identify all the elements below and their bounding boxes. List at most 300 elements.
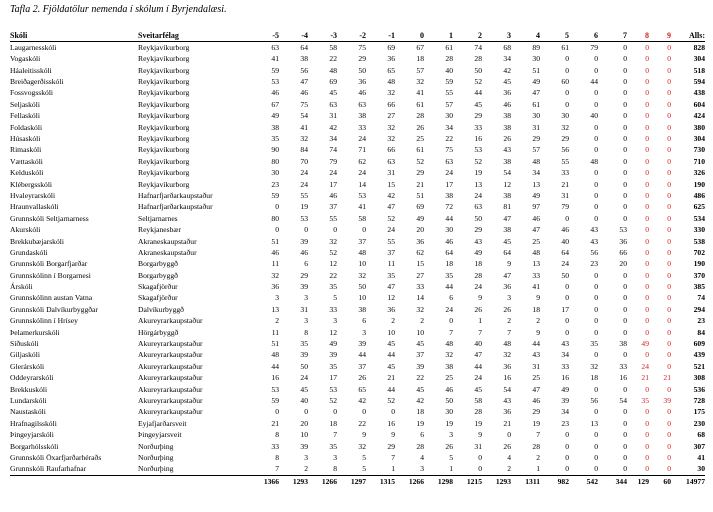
grade-count-cell: 81 [503, 202, 511, 212]
grade-count-cell: 0 [507, 430, 511, 440]
row-total-cell: 68 [697, 430, 705, 440]
grade-count-cell: 0 [623, 293, 627, 303]
grade-count-cell: 23 [271, 179, 279, 189]
grade-count-cell: 46 [445, 384, 453, 394]
grade-count-cell: 0 [645, 213, 649, 223]
grade-count-cell: 0 [275, 407, 279, 417]
grade-count-cell: 22 [358, 418, 366, 428]
grade-count-cell: 46 [445, 236, 453, 246]
school-name-cell: Grunnskóli Seltjarnarness [10, 213, 89, 223]
school-name-cell: Oddeyrarskóli [10, 373, 54, 383]
grade-count-cell: 0 [594, 384, 598, 394]
grade-count-cell: 31 [561, 190, 569, 200]
municipality-cell: Eyjafjarðarsveit [138, 418, 187, 428]
municipality-cell: Akureyrarkaupstaður [138, 407, 203, 417]
row-total-cell: 304 [693, 54, 705, 64]
grade-count-cell: 46 [503, 99, 511, 109]
grade-count-cell: 10 [300, 430, 308, 440]
grade-count-cell: 0 [667, 384, 671, 394]
grade-count-cell: 2 [507, 316, 511, 326]
grade-count-cell: 18 [416, 54, 424, 64]
grade-count-cell: 0 [594, 122, 598, 132]
grade-count-cell: 0 [645, 190, 649, 200]
column-header: 8 [627, 30, 649, 42]
grade-count-cell: 66 [387, 145, 395, 155]
school-name-cell: Hrafnagilsskóli [10, 418, 57, 428]
grade-count-cell: 45 [416, 384, 424, 394]
grade-count-cell: 36 [416, 236, 424, 246]
table-row [10, 315, 705, 326]
column-total-cell: 982 [540, 475, 569, 488]
grade-count-cell: 20 [300, 418, 308, 428]
grade-count-cell: 54 [503, 168, 511, 178]
row-total-cell: 439 [693, 350, 705, 360]
grade-count-cell: 55 [561, 156, 569, 166]
grade-count-cell: 41 [271, 54, 279, 64]
municipality-cell: Dalvíkurbyggð [138, 304, 184, 314]
municipality-cell: Reykjavíkurborg [138, 65, 190, 75]
grade-count-cell: 37 [416, 350, 424, 360]
grade-count-cell: 0 [623, 407, 627, 417]
column-total-cell: 1315 [366, 475, 395, 488]
grade-count-cell: 36 [271, 282, 279, 292]
grade-count-cell: 0 [623, 213, 627, 223]
row-total-cell: 23 [697, 316, 705, 326]
grade-count-cell: 39 [300, 441, 308, 451]
grade-count-cell: 0 [565, 88, 569, 98]
row-total-cell: 728 [693, 396, 705, 405]
grade-count-cell: 52 [416, 156, 424, 166]
grade-count-cell: 39 [663, 396, 671, 405]
grade-count-cell: 66 [619, 247, 627, 257]
row-total-cell: 84 [697, 327, 705, 337]
grade-count-cell: 0 [645, 42, 649, 52]
grade-count-cell: 3 [507, 293, 511, 303]
grade-count-cell: 47 [387, 202, 395, 212]
grade-count-cell: 24 [300, 179, 308, 189]
table-row [10, 53, 705, 64]
table-row [10, 88, 705, 99]
grade-count-cell: 6 [449, 293, 453, 303]
grade-count-cell: 58 [474, 396, 482, 405]
row-total-cell: 710 [693, 156, 705, 166]
column-total-cell: 1215 [453, 475, 482, 488]
table-row [10, 281, 705, 292]
school-name-cell: Grunnskólinn í Hrísey [10, 316, 78, 326]
grade-count-cell: 20 [619, 259, 627, 269]
grade-count-cell: 13 [532, 259, 540, 269]
grade-count-cell: 0 [594, 350, 598, 360]
row-total-cell: 294 [693, 304, 705, 314]
grade-count-cell: 74 [474, 42, 482, 52]
grade-count-cell: 53 [300, 213, 308, 223]
school-name-cell: Grunnskóli Borgarfjarðar [10, 259, 88, 269]
grade-count-cell: 40 [561, 236, 569, 246]
table-row [10, 99, 705, 110]
table-row [10, 350, 705, 361]
grade-count-cell: 44 [271, 361, 279, 371]
grade-count-cell: 48 [532, 247, 540, 257]
grade-count-cell: 84 [300, 145, 308, 155]
grade-count-cell: 21 [663, 373, 671, 383]
grade-count-cell: 0 [565, 282, 569, 292]
grade-count-cell: 59 [271, 65, 279, 75]
grade-count-cell: 0 [667, 156, 671, 166]
grade-count-cell: 3 [420, 464, 424, 474]
column-header: -4 [279, 30, 308, 42]
grade-count-cell: 79 [590, 42, 598, 52]
grade-count-cell: 24 [641, 361, 649, 371]
grade-count-cell: 0 [645, 430, 649, 440]
grade-count-cell: 0 [594, 168, 598, 178]
table-row [10, 145, 705, 156]
grade-count-cell: 32 [358, 270, 366, 280]
grade-count-cell: 33 [561, 361, 569, 371]
grade-count-cell: 0 [594, 270, 598, 280]
grade-count-cell: 28 [445, 54, 453, 64]
grade-count-cell: 10 [416, 327, 424, 337]
grade-count-cell: 55 [445, 88, 453, 98]
grade-count-cell: 22 [445, 134, 453, 144]
grade-count-cell: 0 [645, 282, 649, 292]
grade-count-cell: 16 [474, 134, 482, 144]
grade-count-cell: 0 [667, 134, 671, 144]
grade-count-cell: 36 [503, 88, 511, 98]
grade-count-cell: 45 [329, 88, 337, 98]
grade-count-cell: 41 [358, 202, 366, 212]
grade-count-cell: 0 [645, 236, 649, 246]
grade-count-cell: 34 [503, 54, 511, 64]
grade-count-cell: 63 [358, 99, 366, 109]
grade-count-cell: 0 [667, 225, 671, 235]
grade-count-cell: 30 [561, 111, 569, 121]
grade-count-cell: 0 [645, 384, 649, 394]
school-name-cell: Akurskóli [10, 225, 41, 235]
grade-count-cell: 15 [387, 179, 395, 189]
grade-count-cell: 69 [416, 202, 424, 212]
grade-count-cell: 0 [623, 270, 627, 280]
grade-count-cell: 33 [329, 304, 337, 314]
row-total-cell: 41 [697, 452, 705, 462]
grade-count-cell: 38 [503, 190, 511, 200]
grade-count-cell: 32 [329, 236, 337, 246]
grade-count-cell: 37 [329, 202, 337, 212]
grade-count-cell: 0 [667, 202, 671, 212]
grade-count-cell: 47 [503, 213, 511, 223]
grade-count-cell: 39 [416, 361, 424, 371]
grade-count-cell: 22 [416, 373, 424, 383]
totals-row [10, 475, 705, 488]
grade-count-cell: 47 [532, 225, 540, 235]
grade-count-cell: 48 [271, 350, 279, 360]
grade-count-cell: 32 [387, 122, 395, 132]
grade-count-cell: 51 [271, 339, 279, 349]
grade-count-cell: 0 [623, 111, 627, 121]
grade-count-cell: 0 [594, 65, 598, 75]
grade-count-cell: 32 [445, 350, 453, 360]
grade-count-cell: 46 [329, 190, 337, 200]
school-name-cell: Grundaskóli [10, 247, 48, 257]
grade-count-cell: 59 [445, 77, 453, 87]
grade-count-cell: 7 [507, 327, 511, 337]
grade-count-cell: 5 [362, 464, 366, 474]
table-row [10, 361, 705, 372]
grade-count-cell: 63 [387, 156, 395, 166]
municipality-cell: Reykjavíkurborg [138, 42, 190, 52]
row-total-cell: 74 [697, 293, 705, 303]
grade-count-cell: 51 [532, 65, 540, 75]
municipality-cell: Norðurþing [138, 452, 174, 462]
grade-count-cell: 38 [503, 156, 511, 166]
grade-count-cell: 50 [561, 270, 569, 280]
school-name-cell: Rimaskóli [10, 145, 42, 155]
grade-count-cell: 57 [416, 65, 424, 75]
grade-count-cell: 38 [503, 225, 511, 235]
grade-count-cell: 0 [667, 65, 671, 75]
grade-count-cell: 0 [565, 316, 569, 326]
grade-count-cell: 79 [329, 156, 337, 166]
row-total-cell: 380 [693, 122, 705, 132]
grade-count-cell: 61 [532, 99, 540, 109]
grade-count-cell: 70 [300, 156, 308, 166]
column-header: -3 [308, 30, 337, 42]
row-total-cell: 190 [693, 259, 705, 269]
grade-count-cell: 32 [590, 361, 598, 371]
grade-count-cell: 28 [416, 111, 424, 121]
grade-count-cell: 0 [667, 88, 671, 98]
grade-count-cell: 65 [387, 65, 395, 75]
grade-count-cell: 0 [645, 168, 649, 178]
school-name-cell: Kelduskóli [10, 168, 44, 178]
row-total-cell: 190 [693, 179, 705, 189]
grade-count-cell: 0 [667, 464, 671, 474]
grade-count-cell: 45 [387, 339, 395, 349]
grade-count-cell: 59 [271, 190, 279, 200]
grade-count-cell: 46 [358, 88, 366, 98]
row-total-cell: 486 [693, 190, 705, 200]
municipality-cell: Reykjavíkurborg [138, 99, 190, 109]
grade-count-cell: 34 [561, 350, 569, 360]
grade-count-cell: 43 [532, 350, 540, 360]
table-header-row [10, 30, 705, 42]
table-row [10, 258, 705, 269]
grade-count-cell: 0 [645, 418, 649, 428]
grade-count-cell: 0 [667, 179, 671, 189]
grade-count-cell: 0 [623, 156, 627, 166]
grade-count-cell: 46 [561, 225, 569, 235]
grade-count-cell: 0 [645, 88, 649, 98]
grade-count-cell: 44 [387, 384, 395, 394]
grade-count-cell: 52 [329, 396, 337, 405]
grade-count-cell: 0 [645, 259, 649, 269]
grade-count-cell: 44 [445, 213, 453, 223]
grade-count-cell: 80 [271, 156, 279, 166]
column-total-cell: 1298 [424, 475, 453, 488]
grade-count-cell: 0 [667, 111, 671, 121]
grade-count-cell: 97 [532, 202, 540, 212]
school-name-cell: Fossvogsskóli [10, 88, 54, 98]
grade-count-cell: 0 [667, 259, 671, 269]
grade-count-cell: 0 [645, 441, 649, 451]
grade-count-cell: 29 [416, 168, 424, 178]
grade-count-cell: 0 [565, 293, 569, 303]
grade-count-cell: 32 [271, 270, 279, 280]
grade-count-cell: 35 [329, 361, 337, 371]
grade-count-cell: 26 [358, 373, 366, 383]
grade-count-cell: 47 [503, 270, 511, 280]
grade-count-cell: 23 [590, 259, 598, 269]
grade-count-cell: 64 [445, 247, 453, 257]
grade-count-cell: 0 [623, 304, 627, 314]
grade-count-cell: 40 [590, 111, 598, 121]
table-row [10, 201, 705, 212]
school-name-cell: Grunnskólinn austan Vatna [10, 293, 93, 303]
grade-count-cell: 0 [645, 247, 649, 257]
grade-count-cell: 10 [387, 327, 395, 337]
grade-count-cell: 22 [329, 270, 337, 280]
grade-count-cell: 0 [623, 316, 627, 326]
grade-count-cell: 37 [387, 247, 395, 257]
grade-count-cell: 33 [619, 361, 627, 371]
grade-count-cell: 0 [667, 452, 671, 462]
table-row [10, 224, 705, 235]
grade-count-cell: 20 [416, 225, 424, 235]
school-name-cell: Hraunvallaskóli [10, 202, 59, 212]
grade-count-cell: 21 [271, 418, 279, 428]
grade-count-cell: 42 [416, 396, 424, 405]
grade-count-cell: 27 [387, 111, 395, 121]
grade-count-cell: 21 [641, 373, 649, 383]
grade-count-cell: 34 [561, 407, 569, 417]
grade-count-cell: 17 [329, 373, 337, 383]
grade-count-cell: 0 [667, 168, 671, 178]
grade-count-cell: 12 [329, 259, 337, 269]
row-total-cell: 326 [693, 168, 705, 178]
grade-count-cell: 19 [300, 202, 308, 212]
grade-count-cell: 3 [304, 452, 308, 462]
grade-count-cell: 55 [387, 236, 395, 246]
grade-count-cell: 41 [532, 282, 540, 292]
school-name-cell: Brekkuskóli [10, 384, 48, 394]
school-name-cell: Glerárskóli [10, 361, 45, 371]
grade-count-cell: 0 [645, 99, 649, 109]
table-row [10, 190, 705, 201]
school-name-cell: Seljaskóli [10, 99, 40, 109]
grade-count-cell: 16 [561, 373, 569, 383]
grade-count-cell: 45 [416, 339, 424, 349]
grade-count-cell: 9 [362, 430, 366, 440]
grade-count-cell: 21 [503, 418, 511, 428]
grade-count-cell: 7 [275, 464, 279, 474]
grade-count-cell: 17 [329, 179, 337, 189]
table-row [10, 384, 705, 395]
grade-count-cell: 29 [358, 54, 366, 64]
column-header: 5 [540, 30, 569, 42]
student-count-table [10, 30, 705, 488]
table-row [10, 293, 705, 304]
grade-count-cell: 24 [561, 259, 569, 269]
grade-count-cell: 47 [532, 384, 540, 394]
grade-count-cell: 35 [387, 270, 395, 280]
grade-count-cell: 0 [623, 282, 627, 292]
grade-count-cell: 39 [329, 350, 337, 360]
grade-count-cell: 0 [594, 316, 598, 326]
table-row [10, 213, 705, 224]
row-total-cell: 385 [693, 282, 705, 292]
grade-count-cell: 45 [474, 99, 482, 109]
municipality-cell: Hafnarfjarðarkaupstaður [138, 190, 213, 200]
grade-count-cell: 31 [387, 168, 395, 178]
column-total-cell: 1293 [482, 475, 511, 488]
column-header: 9 [649, 30, 671, 42]
grade-count-cell: 0 [362, 225, 366, 235]
grade-count-cell: 0 [667, 327, 671, 337]
grade-count-cell: 24 [474, 282, 482, 292]
school-name-cell: Breiðagerðisskóli [10, 77, 64, 87]
grade-count-cell: 0 [594, 134, 598, 144]
grade-count-cell: 48 [445, 339, 453, 349]
grade-count-cell: 14 [358, 179, 366, 189]
grade-count-cell: 31 [329, 111, 337, 121]
grade-count-cell: 0 [594, 464, 598, 474]
grade-count-cell: 19 [445, 418, 453, 428]
grade-count-cell: 35 [445, 270, 453, 280]
municipality-cell: Akureyrarkaupstaður [138, 350, 203, 360]
grade-count-cell: 0 [594, 99, 598, 109]
grade-count-cell: 62 [416, 247, 424, 257]
grade-count-cell: 0 [667, 145, 671, 155]
school-name-cell: Þelamerkurskóli [10, 327, 60, 337]
grade-count-cell: 0 [594, 304, 598, 314]
table-row [10, 122, 705, 133]
grade-count-cell: 37 [358, 236, 366, 246]
grade-count-cell: 3 [275, 293, 279, 303]
grade-count-cell: 21 [561, 179, 569, 189]
grade-count-cell: 45 [503, 77, 511, 87]
grade-count-cell: 24 [300, 168, 308, 178]
municipality-cell: Reykjavíkurborg [138, 156, 190, 166]
grade-count-cell: 0 [623, 190, 627, 200]
grade-count-cell: 67 [416, 42, 424, 52]
grade-count-cell: 29 [474, 225, 482, 235]
grade-count-cell: 25 [532, 373, 540, 383]
grade-count-cell: 24 [300, 373, 308, 383]
grade-count-cell: 0 [623, 430, 627, 440]
grade-count-cell: 0 [594, 88, 598, 98]
grade-count-cell: 38 [503, 111, 511, 121]
row-total-cell: 534 [693, 213, 705, 223]
grade-count-cell: 32 [503, 350, 511, 360]
school-name-cell: Fellaskóli [10, 111, 40, 121]
grade-count-cell: 55 [300, 190, 308, 200]
grade-count-cell: 54 [503, 384, 511, 394]
grade-count-cell: 75 [445, 145, 453, 155]
grade-count-cell: 7 [449, 327, 453, 337]
grade-count-cell: 24 [329, 168, 337, 178]
grade-count-cell: 0 [667, 441, 671, 451]
grade-count-cell: 0 [645, 156, 649, 166]
municipality-cell: Reykjavíkurborg [138, 77, 190, 87]
grade-count-cell: 90 [271, 145, 279, 155]
grade-count-cell: 40 [445, 65, 453, 75]
grade-count-cell: 33 [271, 441, 279, 451]
grade-count-cell: 56 [300, 65, 308, 75]
grade-count-cell: 0 [623, 464, 627, 474]
municipality-cell: Norðurþing [138, 464, 174, 474]
grade-count-cell: 53 [271, 77, 279, 87]
table-row [10, 270, 705, 281]
grade-count-cell: 32 [387, 134, 395, 144]
